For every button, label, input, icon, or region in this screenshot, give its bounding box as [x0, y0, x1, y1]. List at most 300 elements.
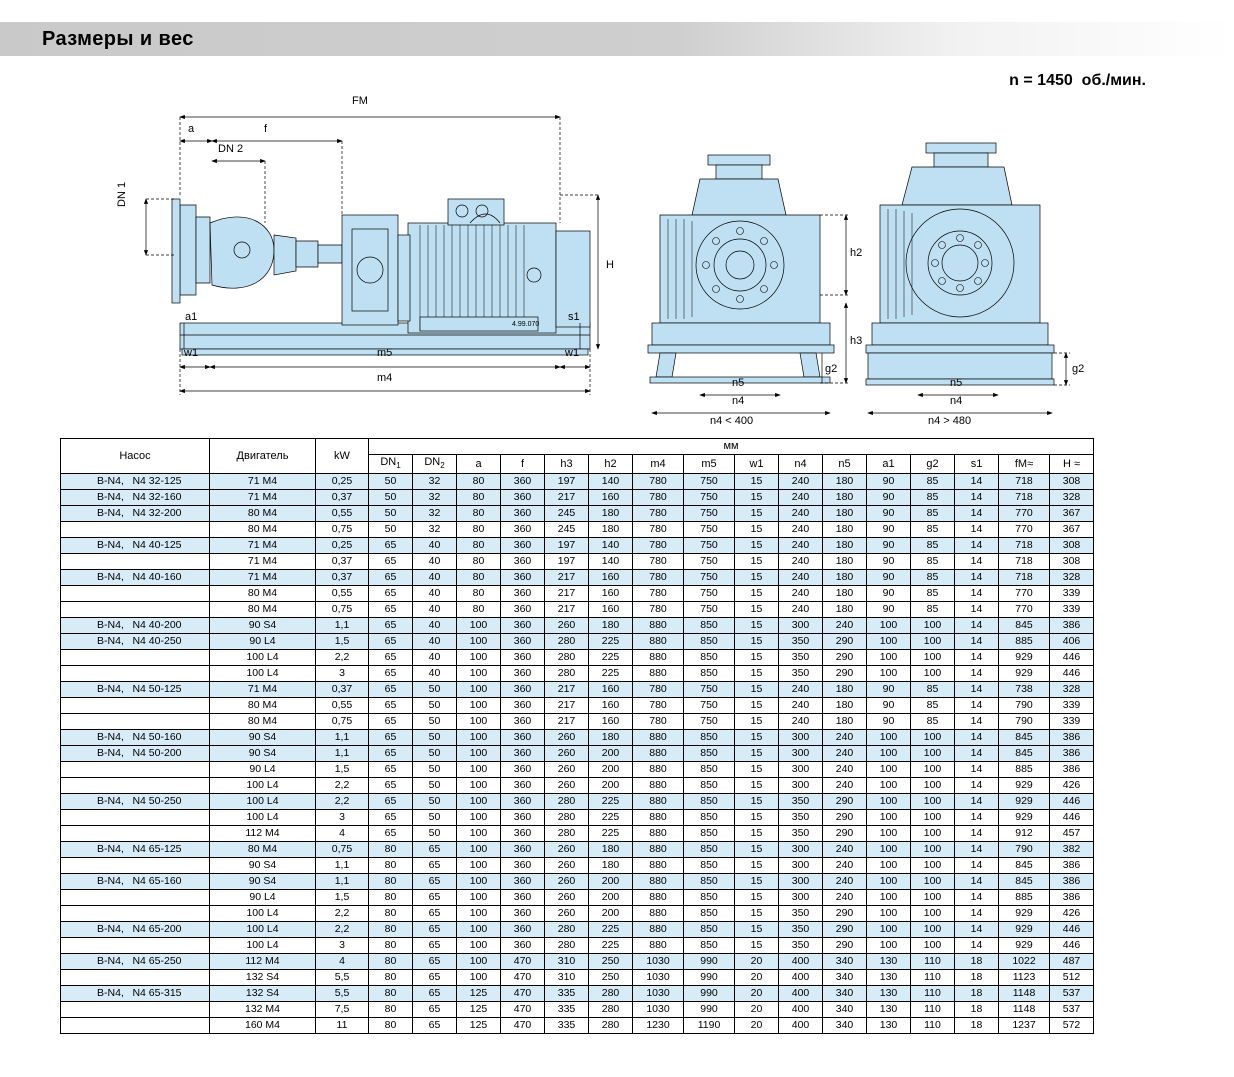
cell-s1: 14: [955, 778, 999, 794]
cell-m5: 750: [684, 682, 735, 698]
cell-s1: 14: [955, 842, 999, 858]
cell-motor: 100 L4: [210, 810, 316, 826]
cell-n4: 240: [779, 506, 823, 522]
cell-n4: 400: [779, 954, 823, 970]
table-row: [61, 954, 1094, 970]
cell-motor: 132 S4: [210, 970, 316, 986]
cell-w1: 15: [735, 730, 779, 746]
th-a: a: [457, 455, 501, 474]
cell-f: 360: [501, 570, 545, 586]
cell-a1: 90: [867, 474, 911, 490]
cell-m5: 850: [684, 922, 735, 938]
cell-dn1: 65: [369, 730, 413, 746]
cell-dn2: 40: [413, 570, 457, 586]
cell-m5: 850: [684, 634, 735, 650]
cell-h2: 160: [589, 714, 633, 730]
cell-h3: 280: [545, 634, 589, 650]
cell-a: 100: [457, 858, 501, 874]
cell-kw: 0,75: [316, 714, 369, 730]
cell-h: 537: [1050, 1002, 1094, 1018]
cell-h3: 280: [545, 810, 589, 826]
cell-m4: 880: [633, 906, 684, 922]
cell-h3: 335: [545, 1002, 589, 1018]
cell-n5: 240: [823, 762, 867, 778]
cell-n4: 240: [779, 682, 823, 698]
cell-dn1: 80: [369, 986, 413, 1002]
table-row: [61, 746, 1094, 762]
cell-h2: 225: [589, 666, 633, 682]
cell-m5: 750: [684, 570, 735, 586]
cell-a1: 90: [867, 602, 911, 618]
cell-m5: 850: [684, 874, 735, 890]
cell-h2: 160: [589, 490, 633, 506]
cell-f: 360: [501, 842, 545, 858]
cell-dn1: 65: [369, 570, 413, 586]
page-title: Размеры и вес: [42, 28, 194, 50]
cell-m4: 780: [633, 554, 684, 570]
cell-dn1: 80: [369, 922, 413, 938]
cell-m5: 850: [684, 730, 735, 746]
cell-s1: 14: [955, 874, 999, 890]
cell-kw: 1,1: [316, 746, 369, 762]
cell-motor: 100 L4: [210, 666, 316, 682]
table-row: [61, 1002, 1094, 1018]
cell-dn1: 65: [369, 826, 413, 842]
cell-dn2: 65: [413, 954, 457, 970]
cell-n5: 290: [823, 666, 867, 682]
cell-w1: 15: [735, 714, 779, 730]
cell-h2: 200: [589, 906, 633, 922]
cell-m5: 990: [684, 986, 735, 1002]
cell-s1: 14: [955, 682, 999, 698]
cell-s1: 14: [955, 634, 999, 650]
cell-dn1: 65: [369, 762, 413, 778]
label-n4-mid: n4: [732, 395, 745, 407]
cell-pump: B-N4, N4 65-125: [61, 842, 210, 858]
table-row: [61, 906, 1094, 922]
cell-n4: 400: [779, 1018, 823, 1034]
cell-dn1: 80: [369, 842, 413, 858]
cell-f: 360: [501, 890, 545, 906]
cell-kw: 4: [316, 954, 369, 970]
cell-s1: 14: [955, 794, 999, 810]
cell-dn2: 32: [413, 506, 457, 522]
cell-f: 360: [501, 666, 545, 682]
cell-dn2: 65: [413, 890, 457, 906]
cell-pump: [61, 906, 210, 922]
cell-m4: 880: [633, 890, 684, 906]
cell-w1: 20: [735, 986, 779, 1002]
cell-g2: 85: [911, 522, 955, 538]
cell-s1: 14: [955, 650, 999, 666]
cell-pump: B-N4, N4 50-160: [61, 730, 210, 746]
cell-dn2: 40: [413, 650, 457, 666]
cell-pump: B-N4, N4 40-250: [61, 634, 210, 650]
label-g2-mid: g2: [825, 363, 838, 375]
cell-n4: 350: [779, 826, 823, 842]
cell-m4: 780: [633, 714, 684, 730]
cell-pump: [61, 810, 210, 826]
cell-a: 100: [457, 618, 501, 634]
cell-s1: 14: [955, 506, 999, 522]
cell-fm: 885: [999, 762, 1050, 778]
cell-g2: 110: [911, 970, 955, 986]
cell-dn2: 65: [413, 858, 457, 874]
th-m5: m5: [684, 455, 735, 474]
cell-dn1: 65: [369, 634, 413, 650]
cell-w1: 15: [735, 890, 779, 906]
cell-pump: B-N4, N4 65-250: [61, 954, 210, 970]
cell-fm: 885: [999, 890, 1050, 906]
cell-a1: 100: [867, 794, 911, 810]
cell-h2: 200: [589, 746, 633, 762]
cell-fm: 770: [999, 522, 1050, 538]
cell-dn2: 50: [413, 762, 457, 778]
cell-dn2: 65: [413, 938, 457, 954]
cell-motor: 71 M4: [210, 490, 316, 506]
label-h3: h3: [850, 335, 863, 347]
table-row: [61, 490, 1094, 506]
cell-m5: 750: [684, 506, 735, 522]
cell-h: 446: [1050, 794, 1094, 810]
cell-motor: 71 M4: [210, 570, 316, 586]
cell-fm: 885: [999, 634, 1050, 650]
cell-dn2: 40: [413, 666, 457, 682]
cell-f: 360: [501, 762, 545, 778]
cell-h3: 260: [545, 858, 589, 874]
cell-n4: 300: [779, 762, 823, 778]
cell-h3: 310: [545, 954, 589, 970]
cell-s1: 14: [955, 730, 999, 746]
cell-pump: [61, 554, 210, 570]
th-motor: Двигатель: [210, 439, 316, 474]
cell-h: 446: [1050, 666, 1094, 682]
cell-a: 100: [457, 666, 501, 682]
cell-a: 80: [457, 538, 501, 554]
cell-w1: 15: [735, 490, 779, 506]
cell-h3: 310: [545, 970, 589, 986]
cell-dn1: 80: [369, 890, 413, 906]
cell-m4: 1030: [633, 1002, 684, 1018]
cell-g2: 100: [911, 618, 955, 634]
cell-dn1: 65: [369, 618, 413, 634]
cell-a: 80: [457, 474, 501, 490]
table-row: [61, 970, 1094, 986]
cell-g2: 100: [911, 858, 955, 874]
cell-f: 360: [501, 618, 545, 634]
cell-m5: 750: [684, 538, 735, 554]
cell-w1: 15: [735, 570, 779, 586]
cell-h2: 180: [589, 506, 633, 522]
cell-s1: 18: [955, 1018, 999, 1034]
cell-n5: 180: [823, 554, 867, 570]
cell-pump: [61, 1002, 210, 1018]
cell-n5: 290: [823, 826, 867, 842]
cell-motor: 100 L4: [210, 938, 316, 954]
table-row: [61, 698, 1094, 714]
cell-a1: 100: [867, 826, 911, 842]
cell-kw: 2,2: [316, 906, 369, 922]
cell-g2: 100: [911, 666, 955, 682]
cell-h3: 280: [545, 922, 589, 938]
cell-a: 100: [457, 778, 501, 794]
label-m4: m4: [377, 372, 393, 384]
cell-h: 386: [1050, 762, 1094, 778]
cell-a1: 90: [867, 714, 911, 730]
cell-s1: 14: [955, 922, 999, 938]
cell-dn2: 50: [413, 778, 457, 794]
cell-w1: 15: [735, 682, 779, 698]
cell-kw: 0,37: [316, 490, 369, 506]
label-h: H: [606, 259, 614, 271]
cell-pump: [61, 890, 210, 906]
cell-n5: 340: [823, 986, 867, 1002]
cell-h3: 280: [545, 826, 589, 842]
cell-a1: 100: [867, 842, 911, 858]
cell-g2: 100: [911, 842, 955, 858]
cell-g2: 85: [911, 714, 955, 730]
th-dn1: $DN_1$: [369, 455, 413, 474]
cell-g2: 100: [911, 634, 955, 650]
th-a1: a1: [867, 455, 911, 474]
cell-dn1: 80: [369, 938, 413, 954]
cell-fm: 1148: [999, 1002, 1050, 1018]
cell-a1: 130: [867, 954, 911, 970]
cell-h2: 250: [589, 954, 633, 970]
cell-a: 100: [457, 890, 501, 906]
cell-a1: 90: [867, 506, 911, 522]
cell-dn2: 65: [413, 986, 457, 1002]
cell-motor: 90 S4: [210, 618, 316, 634]
cell-a: 80: [457, 570, 501, 586]
cell-n5: 180: [823, 538, 867, 554]
cell-fm: 738: [999, 682, 1050, 698]
cell-n5: 180: [823, 602, 867, 618]
cell-g2: 110: [911, 954, 955, 970]
cell-h: 537: [1050, 986, 1094, 1002]
cell-fm: 1123: [999, 970, 1050, 986]
th-g2: g2: [911, 455, 955, 474]
cell-m4: 780: [633, 698, 684, 714]
cell-n4: 350: [779, 666, 823, 682]
cell-fm: 718: [999, 474, 1050, 490]
cell-w1: 15: [735, 810, 779, 826]
cell-h: 328: [1050, 682, 1094, 698]
cell-g2: 85: [911, 602, 955, 618]
cell-pump: [61, 602, 210, 618]
cell-a1: 100: [867, 858, 911, 874]
cell-h2: 180: [589, 618, 633, 634]
cell-h2: 225: [589, 922, 633, 938]
cell-n5: 290: [823, 810, 867, 826]
cell-f: 360: [501, 698, 545, 714]
cell-a1: 90: [867, 682, 911, 698]
cell-n4: 240: [779, 602, 823, 618]
cell-pump: B-N4, N4 50-125: [61, 682, 210, 698]
cell-g2: 100: [911, 874, 955, 890]
table-row: [61, 810, 1094, 826]
cell-fm: 845: [999, 618, 1050, 634]
table-row: [61, 890, 1094, 906]
label-fm: FM: [352, 95, 368, 107]
cell-kw: 5,5: [316, 986, 369, 1002]
cell-n4: 300: [779, 874, 823, 890]
cell-dn1: 65: [369, 778, 413, 794]
cell-kw: 4: [316, 826, 369, 842]
cell-s1: 14: [955, 714, 999, 730]
cell-m5: 850: [684, 858, 735, 874]
cell-dn1: 80: [369, 874, 413, 890]
cell-motor: 90 L4: [210, 762, 316, 778]
cell-h: 406: [1050, 634, 1094, 650]
cell-dn1: 65: [369, 554, 413, 570]
cell-a: 80: [457, 602, 501, 618]
table-row: [61, 586, 1094, 602]
cell-a1: 100: [867, 874, 911, 890]
cell-h3: 260: [545, 618, 589, 634]
label-w1-right: w1: [565, 347, 580, 359]
cell-kw: 1,1: [316, 730, 369, 746]
cell-h2: 140: [589, 554, 633, 570]
cell-w1: 15: [735, 698, 779, 714]
cell-dn1: 65: [369, 538, 413, 554]
cell-h3: 280: [545, 938, 589, 954]
cell-dn1: 65: [369, 650, 413, 666]
cell-n5: 240: [823, 746, 867, 762]
cell-f: 360: [501, 938, 545, 954]
cell-kw: 1,1: [316, 874, 369, 890]
cell-kw: 7,5: [316, 1002, 369, 1018]
cell-n4: 400: [779, 1002, 823, 1018]
cell-kw: 0,25: [316, 474, 369, 490]
cell-f: 360: [501, 554, 545, 570]
cell-kw: 3: [316, 666, 369, 682]
cell-a1: 100: [867, 746, 911, 762]
cell-dn2: 40: [413, 586, 457, 602]
cell-h: 382: [1050, 842, 1094, 858]
cell-w1: 15: [735, 474, 779, 490]
cell-fm: 770: [999, 586, 1050, 602]
cell-n5: 290: [823, 938, 867, 954]
cell-n5: 290: [823, 650, 867, 666]
cell-dn2: 40: [413, 618, 457, 634]
cell-h2: 180: [589, 858, 633, 874]
cell-dn2: 40: [413, 538, 457, 554]
cell-f: 470: [501, 970, 545, 986]
cell-kw: 0,37: [316, 554, 369, 570]
cell-pump: [61, 778, 210, 794]
speed-note: [1009, 72, 1146, 90]
cell-dn2: 50: [413, 682, 457, 698]
cell-dn1: 65: [369, 666, 413, 682]
cell-a1: 100: [867, 650, 911, 666]
cell-f: 360: [501, 682, 545, 698]
cell-kw: 5,5: [316, 970, 369, 986]
cell-a: 100: [457, 842, 501, 858]
cell-s1: 18: [955, 970, 999, 986]
cell-f: 470: [501, 1018, 545, 1034]
cell-a1: 100: [867, 666, 911, 682]
cell-f: 360: [501, 858, 545, 874]
cell-h: 367: [1050, 522, 1094, 538]
cell-fm: 929: [999, 810, 1050, 826]
cell-dn2: 65: [413, 1002, 457, 1018]
cell-h3: 245: [545, 506, 589, 522]
cell-a: 100: [457, 634, 501, 650]
cell-h: 367: [1050, 506, 1094, 522]
label-n4-right: n4: [950, 395, 963, 407]
cell-fm: 718: [999, 570, 1050, 586]
cell-pump: B-N4, N4 40-200: [61, 618, 210, 634]
cell-pump: B-N4, N4 32-200: [61, 506, 210, 522]
cell-h2: 280: [589, 986, 633, 1002]
cell-a: 100: [457, 682, 501, 698]
cell-h3: 280: [545, 794, 589, 810]
cell-h3: 260: [545, 762, 589, 778]
table-row: [61, 730, 1094, 746]
cell-h2: 225: [589, 938, 633, 954]
cell-m4: 780: [633, 522, 684, 538]
cell-a1: 90: [867, 586, 911, 602]
cell-s1: 14: [955, 762, 999, 778]
cell-s1: 14: [955, 490, 999, 506]
cell-h2: 200: [589, 874, 633, 890]
th-n5: n5: [823, 455, 867, 474]
cell-motor: 90 L4: [210, 634, 316, 650]
cell-a1: 90: [867, 554, 911, 570]
cell-n4: 240: [779, 522, 823, 538]
cell-dn1: 50: [369, 522, 413, 538]
cell-h3: 260: [545, 778, 589, 794]
cell-m4: 780: [633, 602, 684, 618]
cell-w1: 15: [735, 522, 779, 538]
cell-h: 446: [1050, 810, 1094, 826]
cell-fm: 718: [999, 490, 1050, 506]
cell-kw: 3: [316, 810, 369, 826]
cell-m5: 1190: [684, 1018, 735, 1034]
cell-dn2: 40: [413, 554, 457, 570]
cell-h2: 280: [589, 1018, 633, 1034]
cell-m5: 750: [684, 474, 735, 490]
cell-h2: 200: [589, 890, 633, 906]
th-n4: n4: [779, 455, 823, 474]
cell-w1: 20: [735, 1002, 779, 1018]
cell-w1: 20: [735, 954, 779, 970]
cell-w1: 15: [735, 554, 779, 570]
cell-m4: 880: [633, 778, 684, 794]
cell-fm: 845: [999, 746, 1050, 762]
cell-n4: 240: [779, 586, 823, 602]
cell-n5: 240: [823, 858, 867, 874]
cell-g2: 110: [911, 1018, 955, 1034]
cell-w1: 15: [735, 922, 779, 938]
cell-n5: 180: [823, 474, 867, 490]
cell-dn2: 40: [413, 602, 457, 618]
cell-m5: 850: [684, 890, 735, 906]
technical-drawing: [60, 95, 1180, 425]
cell-motor: 100 L4: [210, 906, 316, 922]
cell-fm: 929: [999, 666, 1050, 682]
cell-dn2: 50: [413, 698, 457, 714]
cell-motor: 71 M4: [210, 474, 316, 490]
cell-dn1: 65: [369, 602, 413, 618]
cell-h3: 260: [545, 730, 589, 746]
cell-a1: 100: [867, 890, 911, 906]
cell-n5: 340: [823, 1018, 867, 1034]
cell-n5: 290: [823, 634, 867, 650]
cell-a: 100: [457, 698, 501, 714]
cell-n4: 300: [779, 890, 823, 906]
